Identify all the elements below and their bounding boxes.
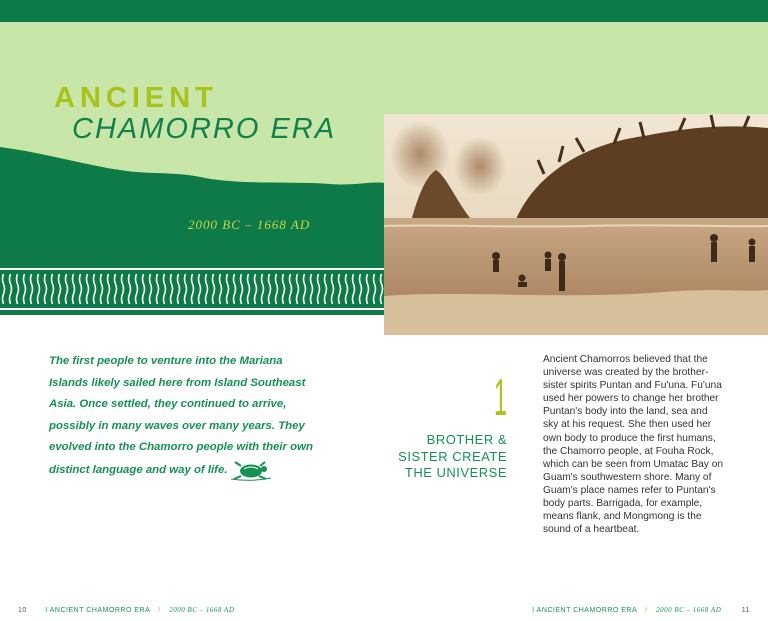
- title-chamorro-era: CHAMORRO ERA: [72, 113, 337, 145]
- footer-right: [532, 606, 750, 614]
- footer-divider-right: /: [645, 607, 648, 614]
- latte-wave-pattern: [0, 267, 384, 311]
- page-number-right: 11: [741, 607, 750, 614]
- sepia-beach-photo: [384, 114, 768, 335]
- title-ancient: ANCIENT: [54, 82, 218, 114]
- footer-dates-right: 2000 BC – 1668 AD: [656, 606, 722, 614]
- section-heading: BROTHER & SISTER CREATE THE UNIVERSE: [398, 432, 507, 480]
- sea-turtle-icon: [229, 459, 273, 481]
- section-number: 1: [494, 369, 508, 427]
- intro-text: The first people to venture into the Mariana Islands likely sailed here from Island Southeast Asia. Once settled, they continued to arrive, possibly in many waves over many years. They evolved into the Chamorro people with their own distinct language and way of life.: [49, 355, 313, 476]
- footer-left: [18, 606, 234, 614]
- footer-divider-left: /: [158, 607, 161, 614]
- page-number-left: 10: [18, 607, 27, 614]
- intro-paragraph: [49, 351, 324, 482]
- era-dates: 2000 BC – 1668 AD: [188, 217, 311, 232]
- footer-dates-left: 2000 BC – 1668 AD: [169, 606, 235, 614]
- footer-section-label-left: I ANCIENT CHAMORRO ERA: [45, 607, 150, 614]
- section-body: Ancient Chamorros believed that the universe was created by the brother-sister spirits Puntan and Fu'una. Fu'una used her powers to change her brother Puntan's body into the land, sea and sky at his request. She then used her own body to produce the first humans, the Chamorro people, at Fouha Rock, which can be seen from Umatac Bay on Guam's southwestern shore. Many of Guam's place names refer to Puntan's body parts. Barrigada, for example, means flank, and Mongmong is the sound of a heartbeat.: [543, 354, 724, 536]
- top-bar: [0, 0, 768, 22]
- footer-section-label-right: I ANCIENT CHAMORRO ERA: [532, 607, 637, 614]
